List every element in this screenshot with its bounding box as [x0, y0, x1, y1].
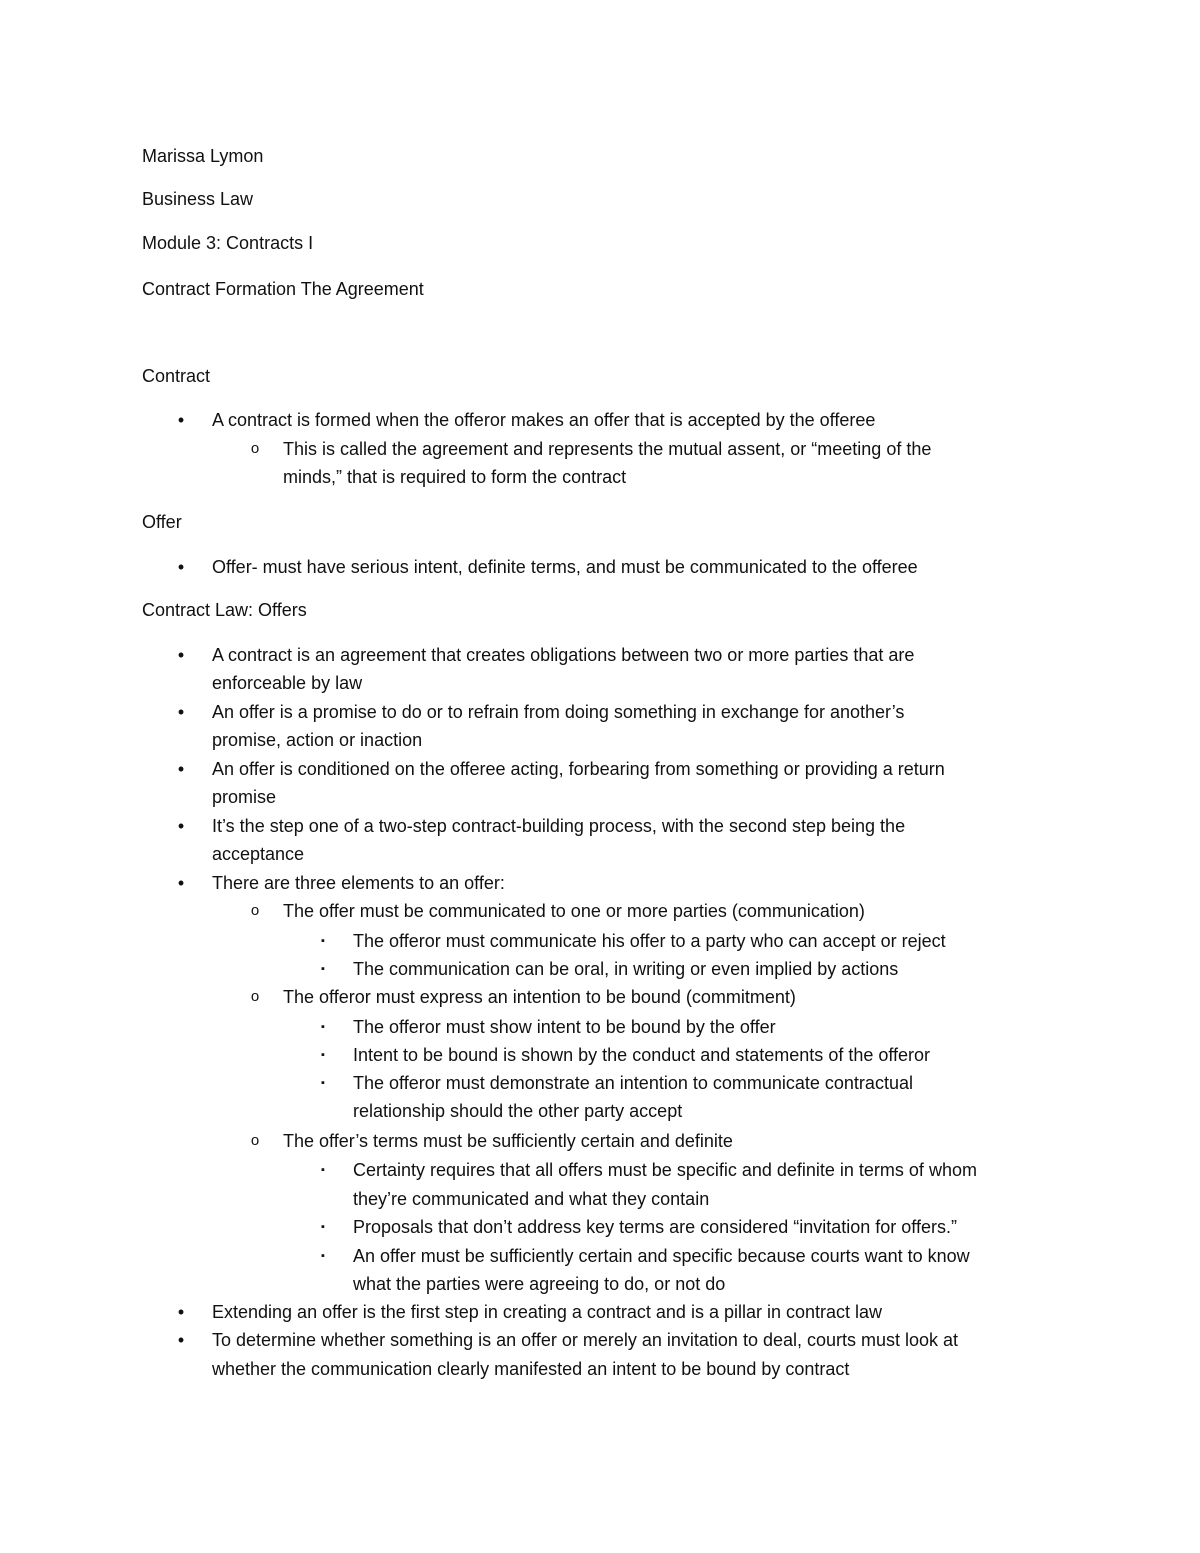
bullet-marker: • — [177, 410, 185, 430]
sub-sub-bullet-marker: ▪ — [321, 935, 325, 947]
list-item: It’s the step one of a two-step contract-building process, with the second step being the — [212, 816, 906, 836]
sub-sub-bullet-marker: ▪ — [321, 1250, 325, 1262]
sub-sub-list-item: The communication can be oral, in writing or even implied by actions — [353, 959, 899, 979]
sub-sub-list-item-continued: relationship should the other party accept — [353, 1101, 683, 1121]
topic-title: Contract Formation The Agreement — [142, 279, 424, 299]
list-item: A contract is an agreement that creates obligations between two or more parties that are — [212, 645, 915, 665]
sub-sub-list-item: The offeror must communicate his offer to a party who can accept or reject — [353, 931, 946, 951]
list-item: An offer is conditioned on the offeree acting, forbearing from something or providing a return — [212, 759, 945, 779]
list-item: A contract is formed when the offeror makes an offer that is accepted by the offeree — [212, 410, 876, 430]
author-name: Marissa Lymon — [142, 146, 264, 166]
bullet-marker: • — [177, 557, 185, 577]
bullet-marker: • — [177, 1330, 185, 1350]
list-item: To determine whether something is an offer or merely an invitation to deal, courts must look at — [212, 1330, 959, 1350]
sub-list-item: The offer’s terms must be sufficiently certain and definite — [283, 1131, 733, 1151]
sub-sub-list-item-continued: what the parties were agreeing to do, or not do — [353, 1274, 726, 1294]
sub-sub-bullet-marker: ▪ — [321, 1021, 325, 1033]
sub-sub-list-item-continued: they’re communicated and what they contain — [353, 1189, 710, 1209]
sub-sub-bullet-marker: ▪ — [321, 1049, 325, 1061]
sub-list-item: The offer must be communicated to one or more parties (communication) — [283, 901, 865, 921]
sub-sub-bullet-marker: ▪ — [321, 1077, 325, 1089]
sub-sub-list-item: The offeror must demonstrate an intention to communicate contractual — [353, 1073, 913, 1093]
sub-sub-list-item: Intent to be bound is shown by the conduct and statements of the offeror — [353, 1045, 931, 1065]
bullet-marker: • — [177, 759, 185, 779]
section-heading-contract: Contract — [142, 366, 211, 386]
list-item-continued: whether the communication clearly manifested an intent to be bound by contract — [212, 1359, 850, 1379]
sub-list-item: This is called the agreement and represents the mutual assent, or “meeting of the — [283, 439, 932, 459]
bullet-marker: • — [177, 816, 185, 836]
sub-sub-bullet-marker: ▪ — [321, 1221, 325, 1233]
sub-sub-list-item: Proposals that don’t address key terms are considered “invitation for offers.” — [353, 1217, 957, 1237]
bullet-marker: • — [177, 702, 185, 722]
list-item: An offer is a promise to do or to refrain from doing something in exchange for another’s — [212, 702, 905, 722]
module-title: Module 3: Contracts I — [142, 233, 314, 253]
list-item-continued: acceptance — [212, 844, 305, 864]
bullet-marker: • — [177, 873, 185, 893]
sub-bullet-marker: o — [250, 440, 260, 457]
course-name: Business Law — [142, 189, 254, 209]
sub-sub-list-item: The offeror must show intent to be bound by the offer — [353, 1017, 776, 1037]
list-item: Extending an offer is the first step in creating a contract and is a pillar in contract law — [212, 1302, 883, 1322]
section-heading-offers-law: Contract Law: Offers — [142, 600, 307, 620]
sub-list-item-continued: minds,” that is required to form the contract — [283, 467, 627, 487]
sub-sub-list-item: Certainty requires that all offers must be specific and definite in terms of whom — [353, 1160, 977, 1180]
sub-bullet-marker: o — [250, 988, 260, 1005]
list-item: There are three elements to an offer: — [212, 873, 505, 893]
list-item-continued: enforceable by law — [212, 673, 363, 693]
sub-sub-list-item: An offer must be sufficiently certain and specific because courts want to know — [353, 1246, 970, 1266]
bullet-marker: • — [177, 645, 185, 665]
sub-bullet-marker: o — [250, 1132, 260, 1149]
sub-bullet-marker: o — [250, 902, 260, 919]
list-item-continued: promise — [212, 787, 277, 807]
sub-sub-bullet-marker: ▪ — [321, 1164, 325, 1176]
sub-list-item: The offeror must express an intention to be bound (commitment) — [283, 987, 796, 1007]
section-heading-offer: Offer — [142, 512, 182, 532]
sub-sub-bullet-marker: ▪ — [321, 963, 325, 975]
list-item-continued: promise, action or inaction — [212, 730, 423, 750]
bullet-marker: • — [177, 1302, 185, 1322]
list-item: Offer- must have serious intent, definite terms, and must be communicated to the offeree — [212, 557, 918, 577]
